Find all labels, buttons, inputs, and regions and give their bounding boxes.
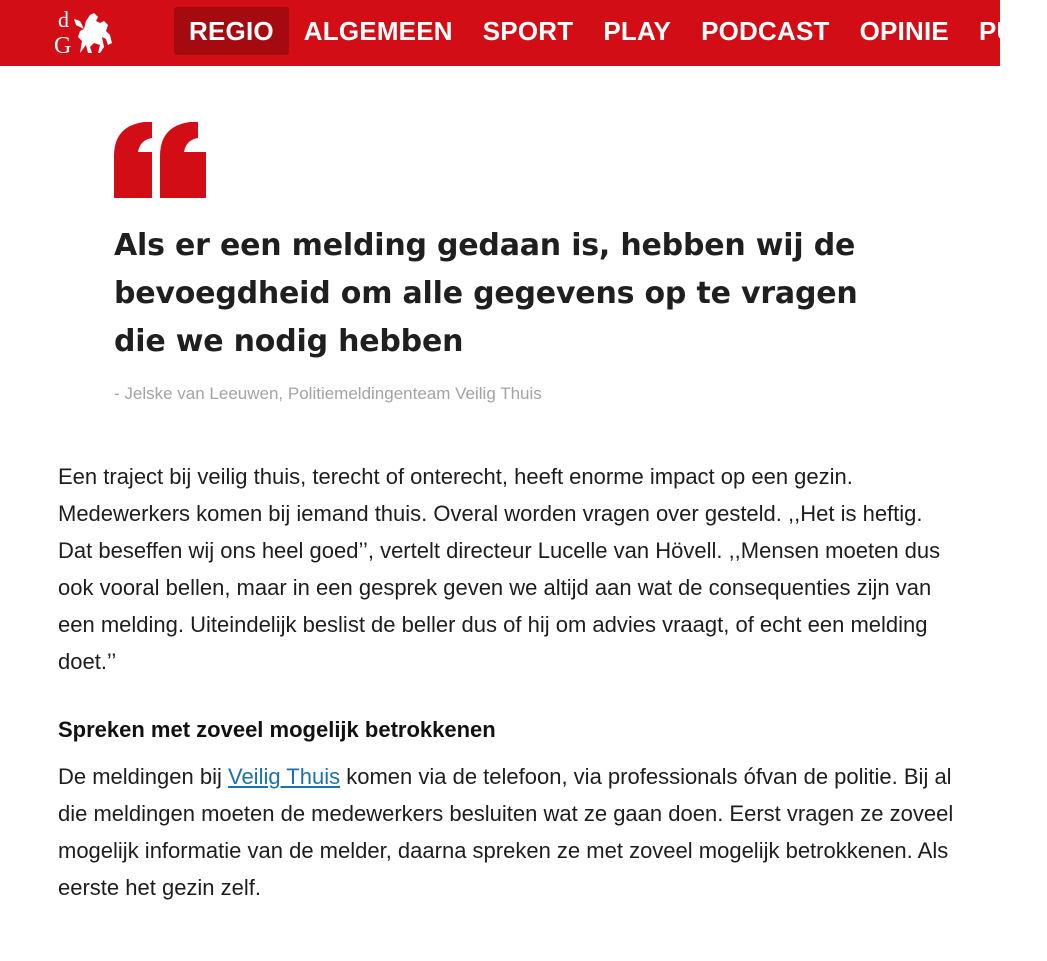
- logo-icon: [54, 7, 118, 59]
- svg-text:G: G: [54, 33, 72, 59]
- article-subheading: Spreken met zoveel mogelijk betrokkenen: [58, 717, 496, 742]
- article-paragraph: [58, 758, 958, 906]
- nav-item-algemeen[interactable]: ALGEMEEN: [303, 16, 453, 46]
- veilig-thuis-link[interactable]: Veilig Thuis: [227, 764, 341, 789]
- site-logo[interactable]: [54, 7, 118, 59]
- section-nav: [174, 7, 1047, 55]
- pull-quote-text: Als er een melding gedaan is, hebben wij de bevoegdheid om alle gegevens op te vragen die we nodig hebben: [114, 228, 858, 359]
- top-nav-bar: [0, 0, 1032, 66]
- article-paragraph: Een traject bij veilig thuis, terecht of onterecht, heeft enorme impact op een gezin. Medewerkers komen bij iemand thuis. Overal worden vragen over gesteld. ,,Het is heftig. Dat beseffen wij ons heel goed’’, vertelt directeur Lucelle van Hövell. ,,Mensen moeten dus ook vooral bellen, maar in een gesprek geven we altijd aan wat de consequenties zijn van een melding. Uiteindelijk beslist de beller dus of hij om advies vraagt, of echt een melding doet.’’: [58, 464, 941, 674]
- quote-mark-icon: [114, 122, 206, 198]
- nav-item-opinie[interactable]: OPINIE: [859, 16, 949, 46]
- paragraph-text: De meldingen bij: [58, 764, 228, 789]
- nav-item-sport[interactable]: SPORT: [482, 16, 574, 46]
- nav-item-regio[interactable]: REGIO: [174, 7, 289, 55]
- svg-text:d: d: [58, 7, 69, 32]
- pull-quote-source: - Jelske van Leeuwen, Politiemeldingenteam Veilig Thuis: [114, 384, 542, 403]
- nav-item-puzzels[interactable]: PUZ: [978, 16, 1032, 46]
- nav-item-play[interactable]: PLAY: [603, 16, 672, 46]
- nav-item-podcast[interactable]: PODCAST: [701, 16, 830, 46]
- paragraph-text: komen via de telefoon, via professionals ófvan de politie. Bij al die meldingen moeten de medewerkers besluiten wat ze gaan doen. Eerst vragen ze zoveel mogelijk informatie van de melder, daarna spreken ze met zoveel mogelijk betrokkenen. Als eerste het gezin zelf.: [58, 764, 954, 900]
